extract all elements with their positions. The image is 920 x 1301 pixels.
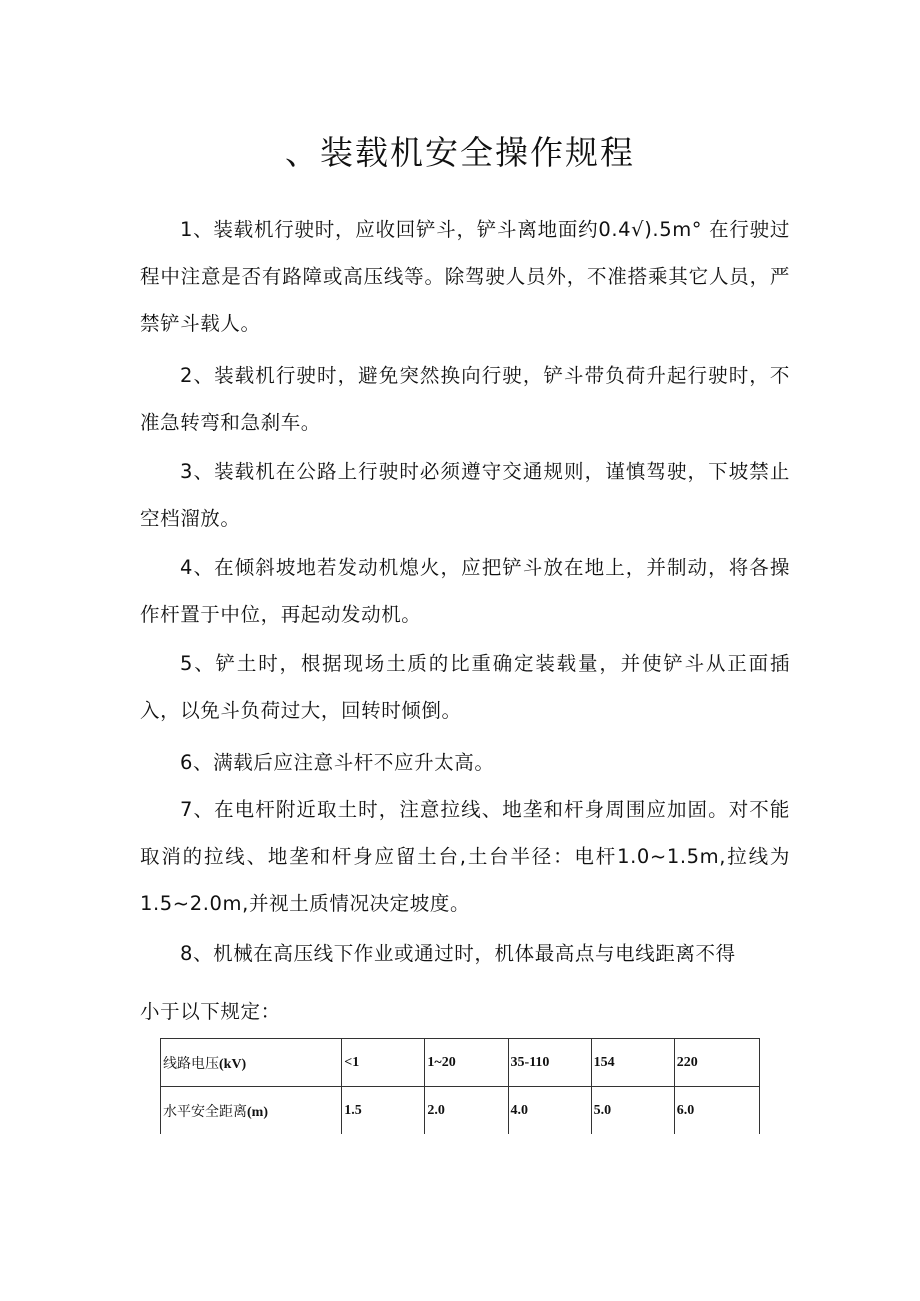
table-cell: 5.0 xyxy=(591,1087,674,1135)
table-cell: 6.0 xyxy=(674,1087,759,1135)
paragraph-4: 4、在倾斜坡地若发动机熄火，应把铲斗放在地上，并制动，将各操作杆置于中位，再起动发动机。 xyxy=(140,556,790,626)
table-cell: <1 xyxy=(342,1039,425,1087)
paragraph-6: 6、满载后应注意斗杆不应升太高。 xyxy=(180,751,495,774)
voltage-label: 线路电压 xyxy=(163,1055,219,1072)
table-cell: 2.0 xyxy=(425,1087,508,1135)
table-cell: 1~20 xyxy=(425,1039,508,1087)
voltage-unit: (kV) xyxy=(219,1056,247,1072)
distance-label: 水平安全距离 xyxy=(163,1103,247,1120)
paragraph-3: 3、装载机在公路上行驶时必须遵守交通规则，谨慎驾驶，下坡禁止空档溜放。 xyxy=(140,460,790,530)
document-title: 、装载机安全操作规程 xyxy=(285,133,635,172)
paragraph-8: 8、机械在高压线下作业或通过时，机体最高点与电线距离不得 xyxy=(180,942,736,965)
voltage-label-cell xyxy=(161,1039,342,1087)
paragraph-2: 2、装载机行驶时，避免突然换向行驶，铲斗带负荷升起行驶时，不准急转弯和急刹车。 xyxy=(140,364,790,434)
table-cell: 154 xyxy=(591,1039,674,1087)
table-cell: 4.0 xyxy=(508,1087,591,1135)
distance-label-cell xyxy=(161,1087,342,1135)
table-cell: 1.5 xyxy=(342,1087,425,1135)
paragraph-8-continued: 小于以下规定： xyxy=(140,1000,281,1023)
safety-distance-table xyxy=(160,1038,760,1134)
paragraph-7: 7、在电杆附近取土时，注意拉线、地垄和杆身周围应加固。对不能取消的拉线、地垄和杆身应留土台,土台半径：电杆1.0~1.5m,拉线为1.5~2.0m,并视土质情况决定坡度。 xyxy=(140,798,790,915)
table-row-distance xyxy=(161,1087,760,1135)
table-cell: 35-110 xyxy=(508,1039,591,1087)
paragraph-1: 1、装载机行驶时，应收回铲斗，铲斗离地面约0.4√).5m° 在行驶过程中注意是否有路障或高压线等。除驾驶人员外，不准搭乘其它人员，严禁铲斗载人。 xyxy=(140,218,790,335)
distance-unit: (m) xyxy=(247,1104,268,1120)
table-cell: 220 xyxy=(674,1039,759,1087)
paragraph-5: 5、铲土时，根据现场土质的比重确定装载量，并使铲斗从正面插入，以免斗负荷过大，回转时倾倒。 xyxy=(140,652,790,722)
table-row-voltage xyxy=(161,1039,760,1087)
